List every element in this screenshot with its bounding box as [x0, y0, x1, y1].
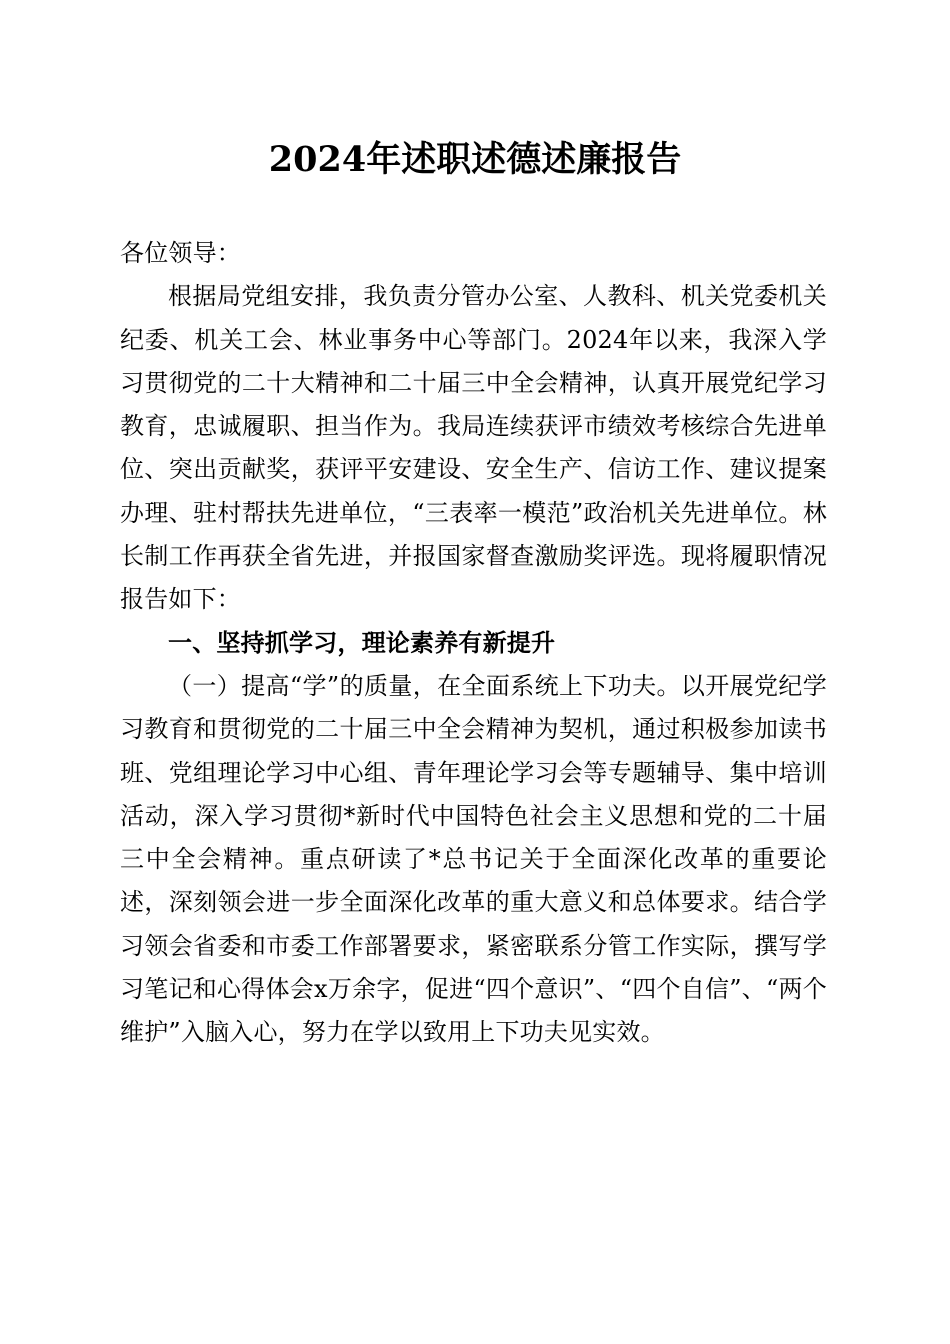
salutation: 各位领导： — [120, 239, 241, 267]
section-1-paragraph-1: （一）提高“学”的质量，在全面系统上下功夫。以开展党纪学习教育和贯彻党的二十届三中全会精神为契机，通过积极参加读书班、党组理论学习中心组、青年理论学习会等专题辅导、集中培训活动，深入学习贯彻*新时代中国特色社会主义思想和党的二十届三中全会精神。重点研读了*总书记关于全面深化改革的重要论述，深刻领会进一步全面深化改革的重大意义和总体要求。结合学习领会省委和市委工作部署要求，紧密联系分管工作实际，撰写学习笔记和心得体会x万余字，促进“四个意识”、“四个自信”、“两个维护”入脑入心，努力在学以致用上下功夫见实效。 — [120, 671, 827, 1047]
section-heading-1: 一、坚持抓学习，理论素养有新提升 — [168, 628, 556, 657]
document-body — [120, 232, 827, 1055]
document-title: 2024年述职述德述廉报告 — [268, 139, 682, 180]
intro-paragraph: 根据局党组安排，我负责分管办公室、人教科、机关党委机关纪委、机关工会、林业事务中心等部门。2024年以来，我深入学习贯彻党的二十大精神和二十届三中全会精神，认真开展党纪学习教育，忠诚履职、担当作为。我局连续获评市绩效考核综合先进单位、突出贡献奖，获评平安建设、安全生产、信访工作、建议提案办理、驻村帮扶先进单位，“三表率一模范”政治机关先进单位。林长制工作再获全省先进，并报国家督查激励奖评选。现将履职情况报告如下： — [120, 282, 827, 614]
